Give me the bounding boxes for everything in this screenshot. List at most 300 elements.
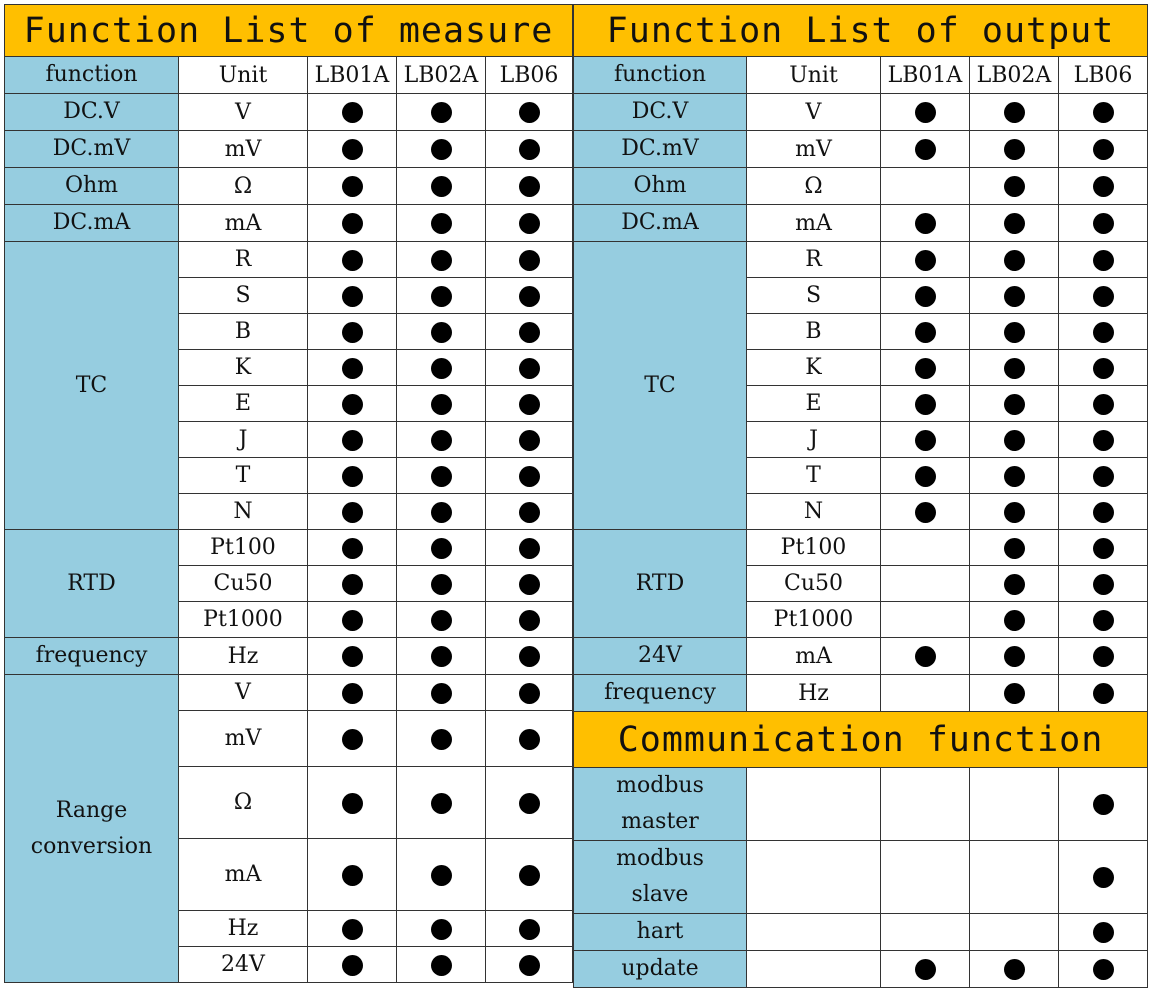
support-mark-cell — [308, 602, 397, 638]
filled-circle-icon — [342, 502, 363, 523]
filled-circle-icon — [1004, 286, 1025, 307]
filled-circle-icon — [915, 358, 936, 379]
filled-circle-icon — [342, 646, 363, 667]
function-cell: frequency — [574, 675, 747, 712]
filled-circle-icon — [1004, 502, 1025, 523]
filled-circle-icon — [519, 538, 540, 559]
support-mark-cell — [397, 566, 486, 602]
support-mark-cell — [970, 242, 1059, 278]
filled-circle-icon — [431, 286, 452, 307]
table-row — [574, 951, 1148, 988]
support-mark-cell — [970, 841, 1059, 914]
table-row — [574, 131, 1148, 168]
support-mark-cell — [970, 530, 1059, 566]
filled-circle-icon — [342, 286, 363, 307]
column-header-lb02a: LB02A — [970, 57, 1059, 94]
unit-cell: Pt1000 — [179, 602, 308, 638]
function-cell: RTD — [5, 530, 179, 638]
filled-circle-icon — [519, 610, 540, 631]
filled-circle-icon — [342, 955, 363, 976]
support-mark-cell — [486, 566, 573, 602]
support-mark-cell — [397, 602, 486, 638]
filled-circle-icon — [519, 955, 540, 976]
function-cell: modbus master — [574, 768, 747, 841]
support-mark-cell — [397, 494, 486, 530]
filled-circle-icon — [519, 729, 540, 750]
filled-circle-icon — [1093, 102, 1114, 123]
filled-circle-icon — [1093, 502, 1114, 523]
support-mark-cell — [486, 386, 573, 422]
filled-circle-icon — [519, 286, 540, 307]
support-mark-cell — [308, 131, 397, 168]
filled-circle-icon — [342, 430, 363, 451]
support-mark-cell — [1059, 278, 1148, 314]
column-header-lb06: LB06 — [1059, 57, 1148, 94]
filled-circle-icon — [1004, 683, 1025, 704]
support-mark-cell — [970, 131, 1059, 168]
filled-circle-icon — [1004, 646, 1025, 667]
table-row — [5, 94, 573, 131]
support-mark-cell — [397, 278, 486, 314]
support-mark-cell — [881, 530, 970, 566]
unit-cell: V — [179, 94, 308, 131]
unit-cell: Pt100 — [179, 530, 308, 566]
support-mark-cell — [486, 314, 573, 350]
support-mark-cell — [486, 205, 573, 242]
table-row — [574, 94, 1148, 131]
communication-title-row — [574, 712, 1148, 768]
filled-circle-icon — [1004, 139, 1025, 160]
support-mark-cell — [308, 386, 397, 422]
filled-circle-icon — [431, 176, 452, 197]
filled-circle-icon — [342, 793, 363, 814]
filled-circle-icon — [519, 358, 540, 379]
filled-circle-icon — [1004, 213, 1025, 234]
table-row — [574, 768, 1148, 841]
filled-circle-icon — [915, 466, 936, 487]
measure-title-row — [5, 5, 573, 57]
support-mark-cell — [308, 494, 397, 530]
unit-cell: Hz — [179, 638, 308, 675]
support-mark-cell — [486, 242, 573, 278]
filled-circle-icon — [431, 139, 452, 160]
unit-cell: Cu50 — [179, 566, 308, 602]
filled-circle-icon — [342, 683, 363, 704]
support-mark-cell — [308, 278, 397, 314]
function-cell: hart — [574, 914, 747, 951]
support-mark-cell — [397, 458, 486, 494]
unit-cell: N — [179, 494, 308, 530]
filled-circle-icon — [1093, 922, 1114, 943]
communication-title: Communication function — [574, 712, 1148, 768]
filled-circle-icon — [915, 322, 936, 343]
function-cell: update — [574, 951, 747, 988]
support-mark-cell — [881, 914, 970, 951]
support-mark-cell — [970, 768, 1059, 841]
filled-circle-icon — [342, 466, 363, 487]
support-mark-cell — [970, 350, 1059, 386]
unit-cell: mV — [179, 711, 308, 767]
filled-circle-icon — [431, 729, 452, 750]
filled-circle-icon — [1093, 430, 1114, 451]
support-mark-cell — [970, 314, 1059, 350]
unit-cell: mA — [179, 205, 308, 242]
filled-circle-icon — [431, 466, 452, 487]
filled-circle-icon — [431, 610, 452, 631]
filled-circle-icon — [342, 865, 363, 886]
support-mark-cell — [486, 278, 573, 314]
unit-cell: V — [747, 94, 881, 131]
support-mark-cell — [1059, 530, 1148, 566]
column-header-function: function — [574, 57, 747, 94]
header-row — [5, 57, 573, 94]
filled-circle-icon — [342, 102, 363, 123]
support-mark-cell — [970, 168, 1059, 205]
filled-circle-icon — [1093, 959, 1114, 980]
support-mark-cell — [881, 675, 970, 712]
support-mark-cell — [397, 168, 486, 205]
support-mark-cell — [308, 242, 397, 278]
support-mark-cell — [881, 205, 970, 242]
function-cell: DC.V — [5, 94, 179, 131]
output-title: Function List of output — [574, 5, 1148, 57]
support-mark-cell — [881, 951, 970, 988]
unit-cell: E — [747, 386, 881, 422]
support-mark-cell — [881, 386, 970, 422]
unit-cell: T — [179, 458, 308, 494]
support-mark-cell — [308, 314, 397, 350]
support-mark-cell — [308, 422, 397, 458]
unit-cell: Hz — [747, 675, 881, 712]
unit-cell: Hz — [179, 911, 308, 947]
unit-cell — [747, 914, 881, 951]
function-cell: TC — [5, 242, 179, 530]
support-mark-cell — [881, 458, 970, 494]
support-mark-cell — [486, 94, 573, 131]
support-mark-cell — [486, 911, 573, 947]
unit-cell: T — [747, 458, 881, 494]
support-mark-cell — [397, 205, 486, 242]
support-mark-cell — [881, 566, 970, 602]
support-mark-cell — [881, 494, 970, 530]
support-mark-cell — [970, 602, 1059, 638]
filled-circle-icon — [519, 683, 540, 704]
function-cell: DC.V — [574, 94, 747, 131]
support-mark-cell — [397, 638, 486, 675]
support-mark-cell — [1059, 131, 1148, 168]
filled-circle-icon — [1004, 430, 1025, 451]
unit-cell: Ω — [179, 767, 308, 839]
support-mark-cell — [486, 947, 573, 983]
support-mark-cell — [308, 767, 397, 839]
filled-circle-icon — [1004, 250, 1025, 271]
measure-table — [4, 4, 573, 983]
filled-circle-icon — [519, 394, 540, 415]
measure-panel — [4, 4, 573, 983]
filled-circle-icon — [915, 286, 936, 307]
support-mark-cell — [308, 458, 397, 494]
filled-circle-icon — [342, 394, 363, 415]
column-header-function: function — [5, 57, 179, 94]
filled-circle-icon — [342, 250, 363, 271]
unit-cell: Ω — [179, 168, 308, 205]
table-row — [5, 131, 573, 168]
support-mark-cell — [486, 530, 573, 566]
support-mark-cell — [970, 94, 1059, 131]
support-mark-cell — [486, 350, 573, 386]
support-mark-cell — [308, 638, 397, 675]
table-row — [574, 675, 1148, 712]
table-row — [574, 205, 1148, 242]
filled-circle-icon — [1004, 538, 1025, 559]
filled-circle-icon — [431, 213, 452, 234]
unit-cell: S — [179, 278, 308, 314]
filled-circle-icon — [431, 646, 452, 667]
function-cell: DC.mA — [574, 205, 747, 242]
filled-circle-icon — [1093, 867, 1114, 888]
support-mark-cell — [881, 94, 970, 131]
support-mark-cell — [397, 386, 486, 422]
support-mark-cell — [308, 566, 397, 602]
support-mark-cell — [486, 458, 573, 494]
support-mark-cell — [970, 422, 1059, 458]
support-mark-cell — [881, 314, 970, 350]
support-mark-cell — [397, 947, 486, 983]
support-mark-cell — [1059, 494, 1148, 530]
support-mark-cell — [1059, 242, 1148, 278]
output-title-row — [574, 5, 1148, 57]
table-row — [5, 638, 573, 675]
filled-circle-icon — [431, 502, 452, 523]
support-mark-cell — [1059, 914, 1148, 951]
unit-cell: mV — [179, 131, 308, 168]
support-mark-cell — [397, 530, 486, 566]
unit-cell: J — [179, 422, 308, 458]
unit-cell: Pt100 — [747, 530, 881, 566]
unit-cell: E — [179, 386, 308, 422]
filled-circle-icon — [342, 574, 363, 595]
filled-circle-icon — [915, 250, 936, 271]
column-header-unit: Unit — [747, 57, 881, 94]
filled-circle-icon — [519, 430, 540, 451]
function-cell: RTD — [574, 530, 747, 638]
support-mark-cell — [881, 841, 970, 914]
filled-circle-icon — [1004, 322, 1025, 343]
filled-circle-icon — [431, 322, 452, 343]
unit-cell — [747, 841, 881, 914]
unit-cell: Cu50 — [747, 566, 881, 602]
filled-circle-icon — [519, 466, 540, 487]
filled-circle-icon — [431, 430, 452, 451]
unit-cell: B — [747, 314, 881, 350]
support-mark-cell — [486, 602, 573, 638]
support-mark-cell — [308, 530, 397, 566]
support-mark-cell — [1059, 566, 1148, 602]
filled-circle-icon — [519, 793, 540, 814]
filled-circle-icon — [431, 250, 452, 271]
function-cell: Ohm — [574, 168, 747, 205]
support-mark-cell — [1059, 458, 1148, 494]
support-mark-cell — [397, 422, 486, 458]
filled-circle-icon — [1093, 574, 1114, 595]
support-mark-cell — [1059, 314, 1148, 350]
column-header-unit: Unit — [179, 57, 308, 94]
support-mark-cell — [397, 767, 486, 839]
table-row — [574, 530, 1148, 566]
filled-circle-icon — [342, 610, 363, 631]
filled-circle-icon — [1004, 959, 1025, 980]
filled-circle-icon — [519, 919, 540, 940]
filled-circle-icon — [1004, 394, 1025, 415]
filled-circle-icon — [342, 139, 363, 160]
unit-cell: J — [747, 422, 881, 458]
support-mark-cell — [1059, 768, 1148, 841]
filled-circle-icon — [519, 865, 540, 886]
support-mark-cell — [970, 278, 1059, 314]
filled-circle-icon — [1093, 394, 1114, 415]
filled-circle-icon — [1004, 358, 1025, 379]
function-cell: Range conversion — [5, 675, 179, 983]
support-mark-cell — [881, 131, 970, 168]
filled-circle-icon — [1093, 213, 1114, 234]
support-mark-cell — [486, 422, 573, 458]
support-mark-cell — [1059, 168, 1148, 205]
support-mark-cell — [397, 711, 486, 767]
support-mark-cell — [397, 350, 486, 386]
support-mark-cell — [308, 947, 397, 983]
table-row — [5, 675, 573, 711]
table-row — [5, 530, 573, 566]
table-row — [574, 168, 1148, 205]
filled-circle-icon — [1093, 610, 1114, 631]
filled-circle-icon — [519, 102, 540, 123]
support-mark-cell — [308, 675, 397, 711]
filled-circle-icon — [519, 139, 540, 160]
support-mark-cell — [308, 350, 397, 386]
support-mark-cell — [1059, 350, 1148, 386]
filled-circle-icon — [1093, 358, 1114, 379]
support-mark-cell — [486, 168, 573, 205]
support-mark-cell — [308, 168, 397, 205]
filled-circle-icon — [519, 646, 540, 667]
filled-circle-icon — [1004, 102, 1025, 123]
filled-circle-icon — [915, 394, 936, 415]
filled-circle-icon — [1093, 286, 1114, 307]
filled-circle-icon — [915, 646, 936, 667]
filled-circle-icon — [519, 502, 540, 523]
filled-circle-icon — [1093, 538, 1114, 559]
filled-circle-icon — [431, 394, 452, 415]
filled-circle-icon — [915, 430, 936, 451]
support-mark-cell — [486, 767, 573, 839]
support-mark-cell — [308, 839, 397, 911]
column-header-lb01a: LB01A — [881, 57, 970, 94]
support-mark-cell — [397, 242, 486, 278]
filled-circle-icon — [915, 139, 936, 160]
filled-circle-icon — [1093, 176, 1114, 197]
function-cell: modbus slave — [574, 841, 747, 914]
support-mark-cell — [970, 494, 1059, 530]
support-mark-cell — [308, 911, 397, 947]
support-mark-cell — [881, 168, 970, 205]
function-cell: frequency — [5, 638, 179, 675]
filled-circle-icon — [431, 574, 452, 595]
filled-circle-icon — [342, 213, 363, 234]
table-row — [5, 242, 573, 278]
filled-circle-icon — [519, 176, 540, 197]
support-mark-cell — [1059, 205, 1148, 242]
filled-circle-icon — [1093, 322, 1114, 343]
unit-cell: mA — [179, 839, 308, 911]
filled-circle-icon — [431, 102, 452, 123]
support-mark-cell — [970, 638, 1059, 675]
support-mark-cell — [397, 94, 486, 131]
filled-circle-icon — [431, 538, 452, 559]
support-mark-cell — [970, 205, 1059, 242]
support-mark-cell — [1059, 675, 1148, 712]
filled-circle-icon — [431, 865, 452, 886]
filled-circle-icon — [342, 538, 363, 559]
unit-cell: K — [179, 350, 308, 386]
support-mark-cell — [970, 386, 1059, 422]
support-mark-cell — [881, 768, 970, 841]
filled-circle-icon — [519, 250, 540, 271]
filled-circle-icon — [431, 358, 452, 379]
unit-cell: R — [179, 242, 308, 278]
filled-circle-icon — [519, 322, 540, 343]
unit-cell — [747, 768, 881, 841]
support-mark-cell — [1059, 386, 1148, 422]
unit-cell: mA — [747, 205, 881, 242]
unit-cell: S — [747, 278, 881, 314]
filled-circle-icon — [1093, 466, 1114, 487]
filled-circle-icon — [1093, 794, 1114, 815]
support-mark-cell — [970, 458, 1059, 494]
table-row — [574, 638, 1148, 675]
support-mark-cell — [881, 422, 970, 458]
support-mark-cell — [397, 314, 486, 350]
unit-cell: Ω — [747, 168, 881, 205]
support-mark-cell — [881, 602, 970, 638]
function-cell: DC.mV — [574, 131, 747, 168]
filled-circle-icon — [342, 322, 363, 343]
unit-cell: mA — [747, 638, 881, 675]
table-row — [5, 205, 573, 242]
filled-circle-icon — [1004, 574, 1025, 595]
support-mark-cell — [397, 675, 486, 711]
filled-circle-icon — [915, 502, 936, 523]
support-mark-cell — [397, 839, 486, 911]
support-mark-cell — [308, 711, 397, 767]
function-cell: TC — [574, 242, 747, 530]
column-header-lb02a: LB02A — [397, 57, 486, 94]
filled-circle-icon — [1093, 683, 1114, 704]
support-mark-cell — [308, 94, 397, 131]
function-cell: 24V — [574, 638, 747, 675]
filled-circle-icon — [1093, 646, 1114, 667]
support-mark-cell — [308, 205, 397, 242]
support-mark-cell — [970, 914, 1059, 951]
support-mark-cell — [486, 839, 573, 911]
support-mark-cell — [881, 242, 970, 278]
support-mark-cell — [1059, 951, 1148, 988]
function-cell: DC.mV — [5, 131, 179, 168]
unit-cell: 24V — [179, 947, 308, 983]
unit-cell: Pt1000 — [747, 602, 881, 638]
filled-circle-icon — [431, 683, 452, 704]
measure-title: Function List of measure — [5, 5, 573, 57]
support-mark-cell — [486, 494, 573, 530]
